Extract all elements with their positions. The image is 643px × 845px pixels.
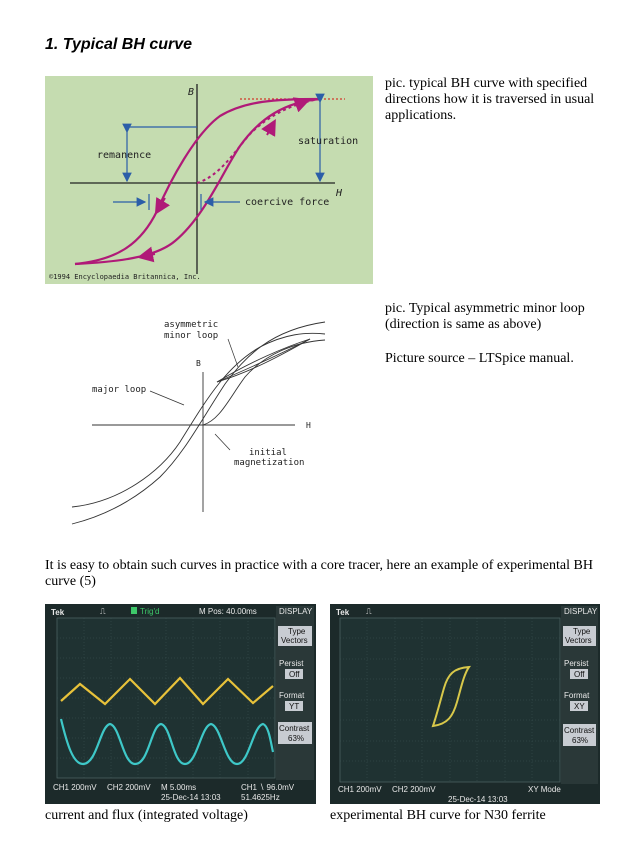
svg-text:Vectors: Vectors: [281, 636, 308, 645]
h-axis-label: H: [336, 188, 343, 199]
svg-text:Format: Format: [564, 691, 590, 700]
initial-label-1: initial: [249, 448, 287, 458]
svg-text:63%: 63%: [288, 734, 305, 743]
fig2-source: Picture source – LTSpice manual.: [385, 351, 574, 366]
scope1-menu-contrast: [278, 722, 312, 744]
svg-text:YT: YT: [289, 702, 300, 711]
scope1-menu-type: [278, 626, 312, 646]
svg-text:Vectors: Vectors: [565, 636, 592, 645]
scope2-menu-title: DISPLAY: [564, 607, 598, 616]
section-heading: 1. Typical BH curve: [45, 36, 193, 53]
copyright-label: ©1994 Encyclopaedia Britannica, Inc.: [49, 273, 201, 281]
scope-screenshot-xy: [330, 604, 600, 804]
svg-text:⎍: ⎍: [100, 607, 106, 616]
scope2-menu-contrast: [563, 724, 596, 746]
svg-text:Off: Off: [289, 670, 300, 679]
bh-curve-figure: [45, 76, 373, 284]
fig1-caption: pic. typical BH curve with specified directions how it is traversed in usual applications.: [385, 76, 595, 123]
svg-text:Off: Off: [574, 670, 585, 679]
initial-label-2: magnetization: [234, 458, 305, 468]
major-loop-label: major loop: [92, 385, 147, 395]
saturation-label: saturation: [298, 136, 359, 147]
svg-text:Contrast: Contrast: [564, 726, 595, 735]
scope2-date: 25-Dec-14 13:03: [448, 795, 508, 804]
intro-paragraph: It is easy to obtain such curves in practice with a core tracer, here an example of experimental BH curve (5): [45, 558, 593, 589]
scope1-ch2: CH2 200mV: [107, 783, 151, 792]
scope1-trig-status: Trig'd: [140, 607, 160, 616]
svg-text:Persist: Persist: [279, 659, 304, 668]
scope2-caption: experimental BH curve for N30 ferrite: [330, 808, 546, 823]
svg-text:⎍: ⎍: [366, 607, 372, 616]
major-loop-upper: [72, 322, 325, 524]
remanence-label: remanence: [97, 150, 152, 161]
coercive-force-label: coercive force: [245, 197, 330, 208]
scope1-trig: CH1 ∖ 96.0mV: [241, 783, 295, 792]
scope1-brand: Tek: [51, 608, 65, 617]
scope2-ch2: CH2 200mV: [392, 785, 436, 794]
svg-text:63%: 63%: [572, 736, 589, 745]
svg-text:Type: Type: [573, 627, 591, 636]
scope2-brand: Tek: [336, 608, 350, 617]
h-axis-label-2: H: [306, 421, 311, 430]
b-axis-label-2: B: [196, 359, 201, 368]
minor-loop-label-1: asymmetric: [164, 320, 219, 330]
svg-text:XY: XY: [574, 702, 585, 711]
svg-text:Format: Format: [279, 691, 305, 700]
scope1-caption: current and flux (integrated voltage): [45, 808, 248, 823]
scope1-mpos: M Pos: 40.00ms: [199, 607, 257, 616]
svg-text:Contrast: Contrast: [279, 724, 310, 733]
scope1-time: M 5.00ms: [161, 783, 197, 792]
svg-text:Type: Type: [288, 627, 306, 636]
figure-background: [45, 76, 373, 284]
minor-loop-label-2: minor loop: [164, 331, 219, 341]
svg-text:Persist: Persist: [564, 659, 589, 668]
scope1-menu-title: DISPLAY: [279, 607, 313, 616]
minor-loop-figure: [60, 312, 350, 534]
scope-screenshot-yt: [45, 604, 316, 804]
scope1-ch1: CH1 200mV: [53, 783, 97, 792]
initial-magnetization-curve-2: [203, 340, 325, 425]
b-axis-label: B: [188, 87, 195, 98]
scope1-date: 25-Dec-14 13:03: [161, 793, 221, 802]
scope1-freq: 51.4625Hz: [241, 793, 280, 802]
fig2-caption: pic. Typical asymmetric minor loop (direction is same as above): [385, 301, 585, 332]
scope2-menu-type: [563, 626, 596, 646]
scope2-ch1: CH1 200mV: [338, 785, 382, 794]
scope2-mode: XY Mode: [528, 785, 561, 794]
